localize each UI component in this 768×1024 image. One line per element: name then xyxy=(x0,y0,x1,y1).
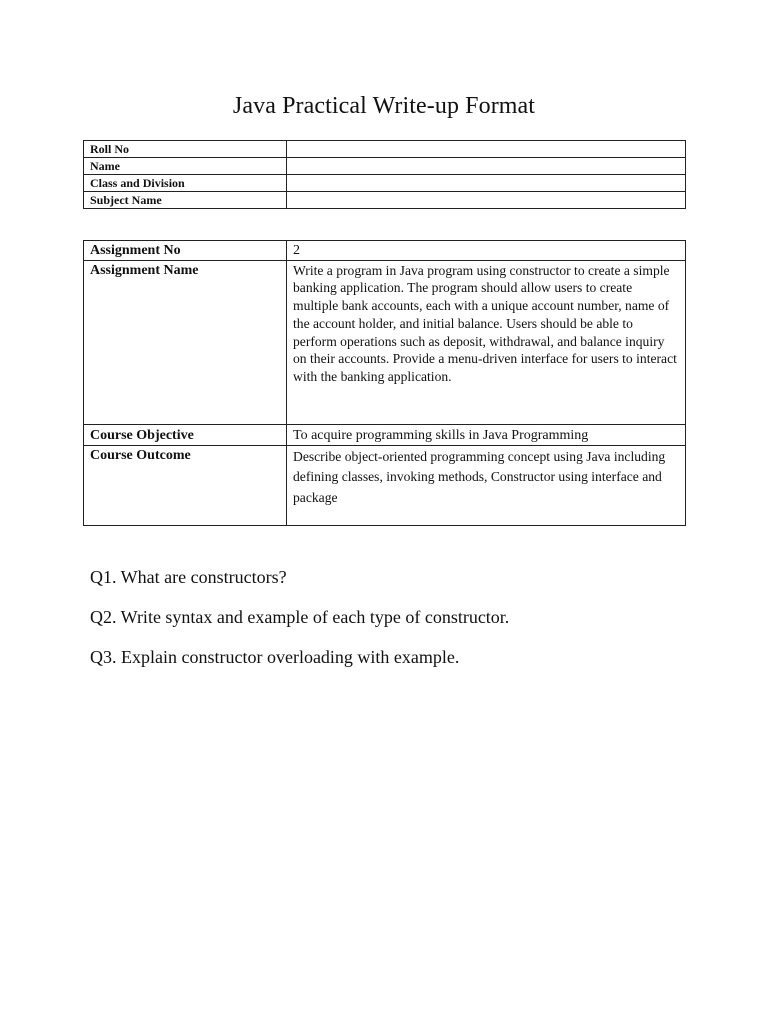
roll-no-value xyxy=(287,141,686,158)
question-2: Q2. Write syntax and example of each type of constructor. xyxy=(90,607,510,627)
name-label: Name xyxy=(84,158,287,175)
question-3: Q3. Explain constructor overloading with example. xyxy=(90,647,460,667)
table-row xyxy=(84,424,686,445)
class-division-value xyxy=(287,175,686,192)
page-title: Java Practical Write-up Format xyxy=(232,93,536,119)
table-row xyxy=(84,241,686,261)
table-row xyxy=(84,175,686,192)
question-1: Q1. What are constructors? xyxy=(90,567,287,587)
table-row xyxy=(84,192,686,209)
table-row xyxy=(84,141,686,158)
questions-list xyxy=(90,557,509,677)
course-objective-value: To acquire programming skills in Java Programming xyxy=(287,424,686,445)
assignment-table xyxy=(83,240,686,526)
name-value xyxy=(287,158,686,175)
class-division-label: Class and Division xyxy=(84,175,287,192)
table-row xyxy=(84,260,686,424)
assignment-no-label: Assignment No xyxy=(84,241,287,261)
assignment-name-value: Write a program in Java program using constructor to create a simple banking application. The program should allow users to create multiple bank accounts, each with a unique account number, name of the account holder, and initial balance. Users should be able to perform operations such as deposit, withdrawal, and balance inquiry on their accounts. Provide a menu-driven interface for users to interact with the banking application. xyxy=(287,260,686,424)
course-objective-label: Course Objective xyxy=(84,424,287,445)
student-info-table xyxy=(83,140,686,209)
assignment-no-value: 2 xyxy=(287,241,686,261)
table-row xyxy=(84,445,686,525)
table-row xyxy=(84,158,686,175)
course-outcome-label: Course Outcome xyxy=(84,445,287,525)
roll-no-label: Roll No xyxy=(84,141,287,158)
subject-name-value xyxy=(287,192,686,209)
assignment-name-label: Assignment Name xyxy=(84,260,287,424)
subject-name-label: Subject Name xyxy=(84,192,287,209)
course-outcome-value: Describe object-oriented programming concept using Java including defining classes, invoking methods, Constructor using interface and package xyxy=(287,445,686,525)
